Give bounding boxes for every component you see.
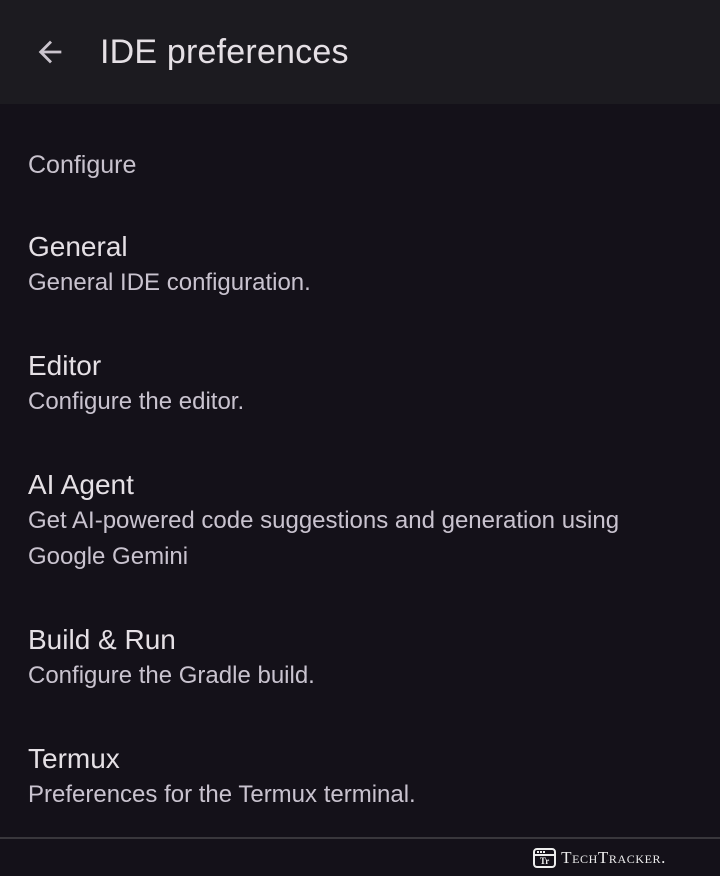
pref-item-termux[interactable] [28,740,692,813]
arrow-left-icon [33,35,67,69]
watermark-icon-letters: Tr [539,855,550,866]
pref-subtitle: Configure the editor. [28,388,245,415]
preference-list [0,148,720,813]
pref-title: Termux [28,743,120,774]
window-dots-icon [537,851,539,853]
pref-item-build-run[interactable] [28,621,692,694]
watermark [533,848,666,868]
section-label-configure: Configure [28,151,137,179]
pref-subtitle: Configure the Gradle build. [28,662,315,689]
pref-subtitle: General IDE configuration. [28,269,311,296]
pref-title: Editor [28,350,102,381]
pref-item-ai-agent[interactable] [28,466,692,575]
back-button[interactable] [30,32,70,72]
footer-bar [0,837,720,876]
page-title: IDE preferences [100,32,349,71]
pref-subtitle: Get AI-powered code suggestions and generation using Google Gemini [28,507,620,570]
pref-subtitle: Preferences for the Termux terminal. [28,781,416,808]
watermark-text: TechTracker. [561,847,666,867]
pref-title: AI Agent [28,469,134,500]
pref-item-general[interactable] [28,228,692,301]
pref-title: General [28,231,128,262]
pref-title: Build & Run [28,624,176,655]
app-bar [0,0,720,104]
pref-item-editor[interactable] [28,347,692,420]
techtracker-window-icon [533,848,556,868]
